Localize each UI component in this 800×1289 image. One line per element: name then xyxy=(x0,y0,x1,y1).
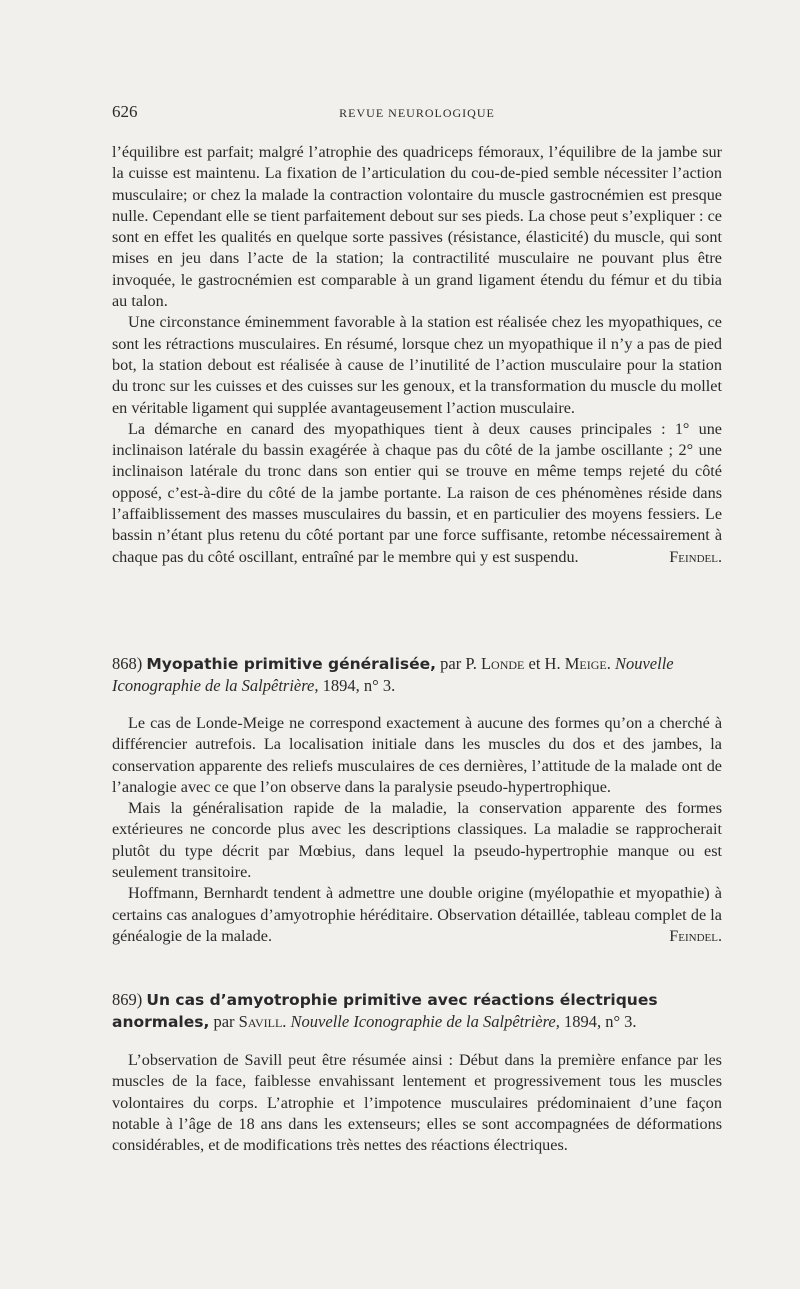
paragraph: L’observation de Savill peut être résumée ainsi : Début dans la première enfance par les muscles de la face, faiblesse envahissant lentement et progressivement tous les muscles volontaires du corps. L’atrophie et l’impotence musculaires prédominaient d’une façon notable à l’âge de 18 ans dans les extenseurs; elles se sont accompagnées de déformations considérables, et de modifications très nettes des réactions électriques. xyxy=(112,1051,722,1155)
by-text: par P. xyxy=(440,654,477,673)
paragraph xyxy=(112,883,722,947)
paragraph: Le cas de Londe-Meige ne correspond exactement à aucune des formes qu’on a cherché à différencier autrefois. La localisation initiale dans les muscles du dos et des jambes, la conservation apparente des reliefs musculaires de ces dernières, l’attitude de la malade ont de l’analogie avec ce que l’on observe dans la paralysie pseudo-hypertrophique. xyxy=(112,714,722,796)
paragraph xyxy=(112,419,722,568)
continued-review-text xyxy=(112,142,722,568)
paragraph: l’équilibre est parfait; malgré l’atrophie des quadriceps fémoraux, l’équilibre de la jambe sur la cuisse est maintenu. La fixation de l’articulation du cou-de-pied semble nécessiter l’action musculaire; or chez la malade la contraction volontaire du muscle gastrocnémien est presque nulle. Cependant elle se tient parfaitement debout sur ses pieds. La chose peut s’expliquer : ce sont en effet les qualités en quelque sorte passives (résistance, élasticité) du muscle, qui sont mises en jeu dans l’acte de la station; la contractilité musculaire ne pouvant plus être invoquée, le gastrocnémien est comparable à un grand ligament étendu du fémur et du tibia au talon. xyxy=(112,143,722,311)
paragraph: Mais la généralisation rapide de la maladie, la conservation apparente des formes extérieures ne concorde plus avec les descriptions classiques. La maladie se rapprocherait plutôt du type décrit par Mœbius, dans lequel la pseudo-hypertrophie manque ou est seulement transitoire. xyxy=(112,799,722,882)
author-name: Savill. xyxy=(238,1012,287,1031)
entry-title: Un cas d’amyotrophie primitive avec réactions électriques anormales, xyxy=(112,991,658,1031)
entry-869-heading xyxy=(112,989,734,1033)
journal-name: Nouvelle Iconographie de la Salpêtrière, xyxy=(112,654,674,695)
and-text: et H. xyxy=(528,654,561,673)
entry-number: 869) xyxy=(112,990,143,1009)
author-name: Meige. xyxy=(564,654,611,673)
running-title: REVUE NEUROLOGIQUE xyxy=(339,106,495,120)
paragraph-text: Hoffmann, Bernhardt tendent à admettre une double origine (myélopathie et myopathie) à certains cas analogues d’amyotrophie héréditaire. Observation détaillée, tableau complet de la généalogie de la malade. xyxy=(112,884,722,945)
journal-year: 1894, n° 3. xyxy=(563,1012,637,1031)
entry-868-heading xyxy=(112,653,734,696)
by-text: par xyxy=(213,1012,235,1031)
author-name: Londe xyxy=(480,654,525,673)
paragraph-text: La démarche en canard des myopathiques tient à deux causes principales : 1° une inclinaison latérale du bassin exagérée à chaque pas du côté de la jambe oscillante ; 2° une inclinaison latérale du tronc dans son entier qui se trouve en même temps rejeté du côté opposé, c’est-à-dire du côté de la jambe portante. La raison de ces phénomènes réside dans l’affaiblissement des masses musculaires du bassin, et en particulier des moyens fessiers. Le bassin n’étant plus retenu du côté portant par une force suffisante, retombe nécessairement à chaque pas du côté oscillant, entraîné par le membre qui y est suspendu. xyxy=(112,419,722,566)
entry-869-body xyxy=(112,1050,722,1156)
entry-number: 868) xyxy=(112,654,143,673)
entry-868-body xyxy=(112,713,722,947)
author-signature: Feindel. xyxy=(669,926,722,945)
page-number: 626 xyxy=(112,102,138,121)
entry-title: Myopathie primitive généralisée, xyxy=(146,655,437,673)
paragraph: Une circonstance éminemment favorable à la station est réalisée chez les myopathiques, ce sont les rétractions musculaires. En résumé, lorsque chez un myopathique il n’y a pas de pied bot, la station debout est réalisée à cause de l’inutilité de l’action musculaire pour la station du tronc sur les cuisses et des cuisses sur les genoux, et la transformation du muscle du mollet en véritable ligament qui supplée avantageusement l’action musculaire. xyxy=(112,313,722,417)
journal-year: 1894, n° 3. xyxy=(322,676,396,695)
journal-name: Nouvelle Iconographie de la Salpêtrière, xyxy=(290,1012,560,1031)
author-signature: Feindel. xyxy=(669,547,722,566)
page-header xyxy=(112,102,722,126)
